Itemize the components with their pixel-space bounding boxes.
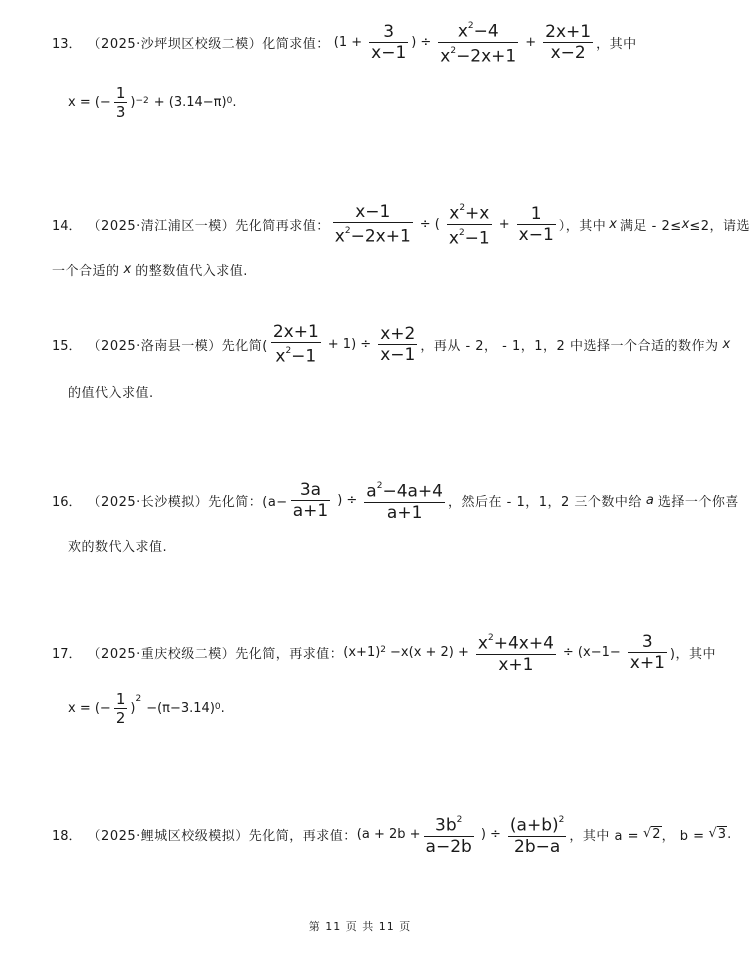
fraction xyxy=(271,322,321,367)
problem-16 xyxy=(52,478,739,523)
math-text: ) xyxy=(411,34,417,50)
sqrt-expression: √ 3 xyxy=(708,826,727,843)
exponent: 2 xyxy=(135,693,142,704)
denominator: x+1 xyxy=(498,654,534,675)
problem-text: 的整数值代入求值. xyxy=(135,264,248,279)
fraction xyxy=(364,478,445,523)
sqrt-expression: √ 2 xyxy=(643,826,661,843)
math-text: ÷ xyxy=(420,34,432,50)
fraction xyxy=(378,324,417,365)
denominator: $x^2-2x+1$ xyxy=(440,45,517,67)
numerator: 1 xyxy=(530,203,542,224)
problem-17-line2 xyxy=(68,690,225,727)
problem-task: 先化简：(a− xyxy=(208,494,288,510)
math-text: (a + 2b + xyxy=(356,826,421,842)
fraction xyxy=(438,18,518,67)
denominator: x−1 xyxy=(371,42,407,63)
math-text: ÷ (x−1− xyxy=(562,644,621,660)
fraction xyxy=(447,200,492,249)
problem-text: 欢的数代入求值. xyxy=(68,540,168,555)
exponent: −2 xyxy=(135,95,149,106)
problem-task: 化简求值： xyxy=(262,36,330,52)
fraction xyxy=(543,22,593,63)
denominator: 3 xyxy=(115,103,126,122)
math-text: (x+1) xyxy=(343,644,381,660)
problem-18-line1 xyxy=(52,812,732,857)
denominator: $x^2-2x+1$ xyxy=(334,226,411,247)
problem-tail: ，其中 xyxy=(596,36,637,52)
problem-tail: ，其中 a = xyxy=(569,828,639,844)
math-text: . xyxy=(232,95,237,111)
problem-number: 13． xyxy=(52,36,82,52)
problem-number: 16． xyxy=(52,494,82,510)
numerator: $(a+b)^2$ xyxy=(509,815,565,836)
denominator: x−1 xyxy=(518,224,554,245)
denominator: x+1 xyxy=(629,653,665,674)
fraction xyxy=(628,632,667,673)
numerator: 1 xyxy=(115,84,126,102)
problem-source: （2025·沙坪坝区校级二模） xyxy=(87,36,263,52)
numerator: x+2 xyxy=(380,323,416,344)
problem-15 xyxy=(52,322,731,367)
problem-tail: ，然后在 - 1，1，2 三个数中给 xyxy=(448,494,642,510)
variable: a xyxy=(645,492,654,508)
problem-number: 15． xyxy=(52,338,82,354)
problem-13-line1 xyxy=(52,18,682,67)
problem-15-line2 xyxy=(68,382,154,401)
problem-14 xyxy=(52,200,750,249)
problem-tail: 选择一个你喜 xyxy=(657,494,739,510)
problem-tail: ），其中 xyxy=(558,218,607,234)
exponent: 2 xyxy=(380,645,387,656)
denominator: $x^2-1$ xyxy=(448,227,490,249)
problem-13-line2 xyxy=(68,84,236,121)
math-text: (1 + xyxy=(333,34,363,50)
numerator: $x^2+4x+4$ xyxy=(477,633,554,654)
problem-15-line1 xyxy=(52,322,731,367)
problem-tail: . xyxy=(727,826,732,842)
denominator: 2 xyxy=(115,709,126,728)
math-text: −(π−3.14) xyxy=(146,701,215,717)
problem-number: 14． xyxy=(52,218,82,234)
problem-18 xyxy=(52,812,732,857)
math-text: + 1) ÷ xyxy=(327,336,372,352)
math-text: + xyxy=(525,34,537,50)
math-text: ) ÷ xyxy=(337,492,358,508)
problem-text: 的值代入求值. xyxy=(68,386,154,401)
math-text: ) xyxy=(130,701,136,717)
fraction xyxy=(517,204,556,245)
exponent: 0 xyxy=(214,701,221,712)
problem-task: 先化简( xyxy=(221,338,268,354)
problem-text: 一个合适的 xyxy=(52,264,120,279)
denominator: $x^2-1$ xyxy=(275,346,317,367)
problem-source: （2025·清江浦区一模） xyxy=(87,218,236,234)
exponent: 0 xyxy=(226,95,233,106)
problem-task: 先化简，再求值： xyxy=(248,828,357,844)
problem-task: 先化简再求值： xyxy=(235,218,330,234)
math-text: −x(x + 2) + xyxy=(390,644,469,660)
fraction xyxy=(424,812,474,857)
math-text: ÷ ( xyxy=(419,216,440,232)
math-text: x = (− xyxy=(68,95,111,111)
fraction xyxy=(508,812,566,857)
denominator: x−2 xyxy=(550,42,586,63)
problem-task: 先化简，再求值： xyxy=(235,646,344,662)
problem-17-line1 xyxy=(52,630,716,675)
denominator: x−1 xyxy=(380,345,416,366)
variable: x xyxy=(722,336,731,352)
problem-tail: ， b = xyxy=(661,828,705,844)
problem-number: 18． xyxy=(52,828,82,844)
numerator: 3 xyxy=(641,631,653,652)
fraction xyxy=(369,22,408,63)
numerator: x−1 xyxy=(355,201,391,222)
denominator: a+1 xyxy=(386,502,423,523)
problem-tail: )，其中 xyxy=(669,646,716,662)
math-text: + (3.14−π) xyxy=(153,95,227,111)
variable: x xyxy=(681,216,690,232)
numerator: 3a xyxy=(299,479,322,500)
denominator: 2b−a xyxy=(514,836,561,857)
numerator: 3 xyxy=(383,21,395,42)
problem-13 xyxy=(52,18,682,67)
fraction xyxy=(291,480,330,521)
problem-source: （2025·长沙模拟） xyxy=(87,494,209,510)
math-text: ) ÷ xyxy=(480,826,501,842)
numerator: $x^2-4$ xyxy=(457,21,499,42)
fraction xyxy=(114,690,128,727)
math-text: + xyxy=(498,216,510,232)
problem-16-line1 xyxy=(52,478,739,523)
denominator: a−2b xyxy=(425,836,472,857)
problem-17 xyxy=(52,630,716,675)
numerator: 2x+1 xyxy=(272,322,319,342)
problem-number: 17． xyxy=(52,646,82,662)
fraction xyxy=(476,630,556,675)
problem-source: （2025·洛南县一模） xyxy=(87,338,222,354)
problem-tail: 满足 - 2≤ xyxy=(619,218,682,234)
problem-16-line2 xyxy=(68,536,167,555)
math-text: x = (− xyxy=(68,701,111,717)
math-text: . xyxy=(220,701,225,717)
math-text: ) xyxy=(130,95,136,111)
problem-source: （2025·鲤城区校级模拟） xyxy=(87,828,249,844)
problem-tail: ，再从 - 2， - 1，1，2 中选择一个合适的数作为 xyxy=(420,338,719,354)
variable: x xyxy=(123,262,132,277)
denominator: a+1 xyxy=(292,501,329,522)
numerator: $3b^2$ xyxy=(435,815,463,836)
numerator: 2x+1 xyxy=(545,21,592,42)
variable: x xyxy=(609,216,617,232)
numerator: $a^2-4a+4$ xyxy=(366,481,443,502)
numerator: $x^2+x$ xyxy=(449,203,490,224)
page-footer: 第 11 页 共 11 页 xyxy=(308,920,412,933)
fraction xyxy=(333,202,413,247)
fraction xyxy=(114,84,128,121)
problem-tail: ≤2，请选 xyxy=(689,218,750,234)
problem-source: （2025·重庆校级二模） xyxy=(87,646,236,662)
problem-14-line2 xyxy=(52,260,248,279)
numerator: 1 xyxy=(115,690,126,708)
problem-14-line1 xyxy=(52,200,750,249)
